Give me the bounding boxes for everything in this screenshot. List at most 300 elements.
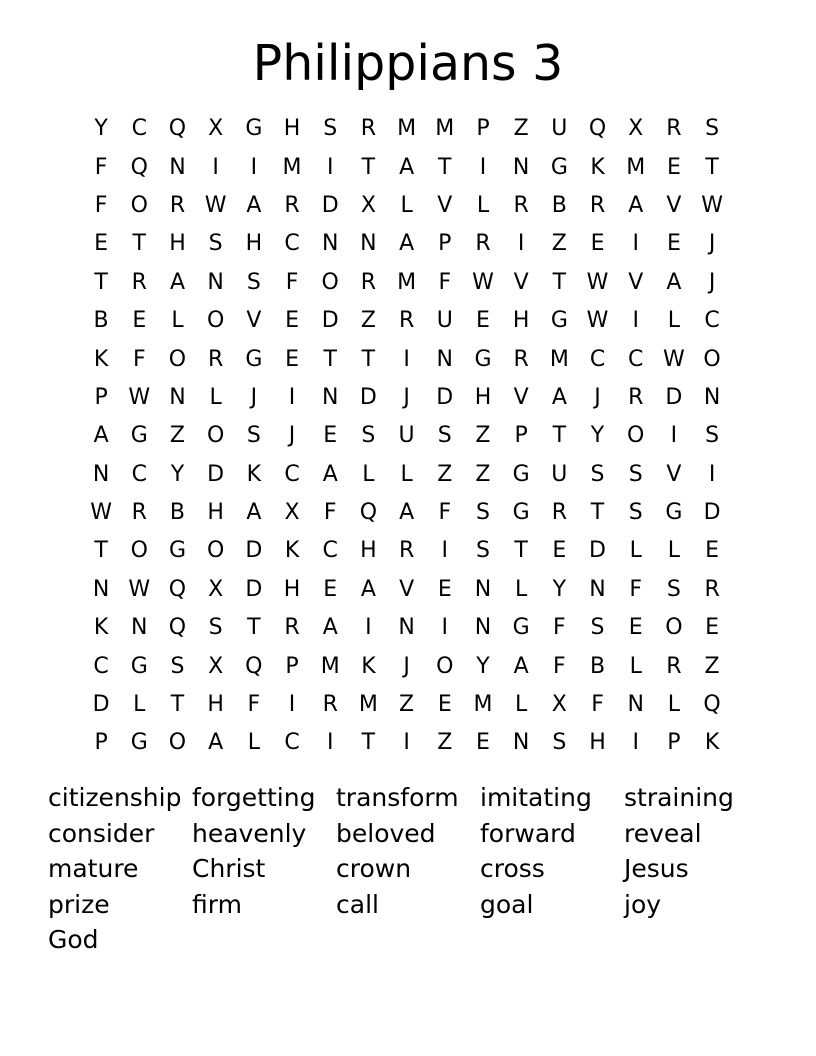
grid-letter: Z bbox=[437, 461, 453, 487]
grid-letter: N bbox=[627, 692, 644, 718]
grid-letter: J bbox=[403, 653, 410, 679]
grid-letter: X bbox=[208, 116, 224, 142]
grid-letter: N bbox=[321, 384, 339, 410]
grid-letter: H bbox=[169, 231, 186, 257]
grid-letter: E bbox=[666, 231, 681, 257]
grid-letter: K bbox=[704, 730, 720, 756]
grid-letter: T bbox=[438, 154, 452, 180]
grid-letter: G bbox=[550, 308, 568, 334]
grid-letter: R bbox=[131, 269, 147, 295]
grid-letter: H bbox=[360, 538, 377, 564]
grid-letter: H bbox=[245, 231, 263, 257]
grid-letter: C bbox=[131, 116, 147, 142]
grid-letter: S bbox=[705, 423, 720, 449]
grid-letter: T bbox=[514, 538, 528, 564]
grid-letter: N bbox=[207, 269, 224, 295]
grid-letter: O bbox=[206, 308, 225, 334]
grid-letter: A bbox=[551, 384, 567, 410]
grid-letter: V bbox=[513, 269, 529, 295]
grid-letter: A bbox=[666, 269, 682, 295]
grid-letter: E bbox=[437, 692, 452, 718]
grid-letter: H bbox=[283, 116, 301, 142]
grid-row bbox=[82, 571, 732, 609]
grid-letter: X bbox=[208, 576, 224, 602]
grid-letter: Y bbox=[94, 116, 108, 142]
grid-letter: B bbox=[169, 500, 186, 526]
word-list-item: cross bbox=[480, 854, 545, 884]
grid-letter: X bbox=[628, 116, 644, 142]
word-list-item: reveal bbox=[624, 818, 702, 848]
grid-letter: T bbox=[323, 346, 337, 372]
grid-letter: A bbox=[246, 500, 262, 526]
grid-letter: A bbox=[360, 576, 376, 602]
grid-letter: U bbox=[436, 308, 453, 334]
grid-letter: L bbox=[476, 192, 490, 218]
grid-letter: F bbox=[629, 576, 643, 602]
grid-letter: O bbox=[627, 423, 645, 449]
grid-letter: E bbox=[476, 308, 490, 334]
grid-letter: R bbox=[589, 192, 606, 218]
grid-letter: F bbox=[247, 692, 261, 718]
grid-letter: R bbox=[666, 116, 682, 142]
grid-letter: T bbox=[361, 346, 376, 372]
grid-letter: S bbox=[705, 116, 720, 142]
grid-letter: I bbox=[517, 231, 525, 257]
grid-letter: Z bbox=[513, 116, 529, 142]
grid-letter: T bbox=[94, 269, 108, 295]
grid-letter: F bbox=[132, 346, 146, 372]
grid-letter: I bbox=[250, 154, 258, 180]
grid-letter: R bbox=[284, 192, 300, 218]
grid-letter: D bbox=[359, 384, 377, 410]
grid-letter: B bbox=[93, 308, 109, 334]
grid-letter: S bbox=[552, 730, 567, 756]
grid-letter: R bbox=[704, 576, 720, 602]
grid-letter: T bbox=[132, 231, 146, 257]
grid-letter: O bbox=[206, 423, 225, 449]
grid-letter: S bbox=[361, 423, 376, 449]
grid-letter: C bbox=[93, 653, 109, 679]
grid-row bbox=[82, 532, 732, 570]
grid-letter: G bbox=[512, 461, 530, 487]
grid-letter: R bbox=[360, 269, 377, 295]
grid-letter: K bbox=[590, 154, 605, 180]
grid-letter: S bbox=[628, 461, 643, 487]
grid-letter: L bbox=[133, 692, 146, 718]
grid-letter: F bbox=[553, 615, 566, 641]
grid-letter: R bbox=[169, 192, 186, 218]
grid-letter: R bbox=[208, 346, 224, 372]
grid-letter: O bbox=[206, 538, 225, 564]
grid-letter: C bbox=[284, 231, 300, 257]
grid-letter: N bbox=[92, 461, 110, 487]
word-list-item: firm bbox=[192, 889, 242, 919]
grid-letter: Q bbox=[130, 154, 148, 180]
grid-letter: R bbox=[628, 384, 644, 410]
grid-letter: E bbox=[94, 231, 109, 257]
grid-letter: S bbox=[246, 423, 261, 449]
grid-letter: E bbox=[705, 615, 720, 641]
grid-letter: J bbox=[288, 423, 296, 449]
grid-letter: L bbox=[400, 461, 413, 487]
grid-letter: A bbox=[628, 192, 644, 218]
grid-letter: N bbox=[92, 576, 110, 602]
grid-letter: L bbox=[515, 692, 528, 718]
grid-letter: P bbox=[285, 653, 299, 679]
grid-letter: H bbox=[589, 730, 606, 756]
grid-letter: D bbox=[321, 192, 339, 218]
grid-letter: N bbox=[131, 615, 148, 641]
word-list-item: consider bbox=[48, 818, 155, 848]
grid-letter: R bbox=[513, 192, 529, 218]
grid-letter: N bbox=[474, 615, 492, 641]
grid-letter: B bbox=[589, 653, 606, 679]
grid-letter: Y bbox=[590, 423, 605, 449]
word-list-item: joy bbox=[624, 889, 662, 919]
grid-letter: Z bbox=[475, 461, 491, 487]
grid-letter: Y bbox=[552, 576, 567, 602]
grid-letter: W bbox=[586, 308, 609, 334]
grid-letter: L bbox=[667, 538, 681, 564]
grid-letter: J bbox=[708, 269, 716, 295]
grid-letter: R bbox=[131, 500, 147, 526]
grid-letter: Q bbox=[168, 116, 187, 142]
grid-letter: O bbox=[130, 538, 148, 564]
grid-letter: T bbox=[705, 154, 719, 180]
grid-letter: D bbox=[92, 692, 110, 718]
grid-letter: A bbox=[399, 154, 415, 180]
grid-letter: O bbox=[168, 730, 187, 756]
word-list-item: Christ bbox=[192, 854, 266, 884]
grid-letter: D bbox=[245, 576, 263, 602]
word-list-item: citizenship bbox=[48, 783, 182, 812]
grid-letter: Y bbox=[170, 461, 185, 487]
grid-letter: G bbox=[130, 730, 148, 756]
grid-letter: N bbox=[321, 231, 339, 257]
word-list-item: God bbox=[48, 925, 99, 955]
grid-letter: R bbox=[475, 231, 491, 257]
grid-letter: P bbox=[94, 384, 108, 410]
grid-letter: M bbox=[549, 346, 569, 372]
grid-letter: S bbox=[666, 576, 681, 602]
grid-letter: X bbox=[551, 692, 567, 718]
word-list-item: beloved bbox=[336, 818, 436, 848]
grid-letter: O bbox=[130, 192, 148, 218]
word-list-item: imitating bbox=[480, 783, 592, 812]
grid-letter: I bbox=[326, 154, 334, 180]
grid-letter: L bbox=[400, 192, 413, 218]
grid-letter: U bbox=[398, 423, 415, 449]
grid-letter: H bbox=[207, 500, 224, 526]
grid-letter: S bbox=[475, 500, 490, 526]
grid-letter: O bbox=[436, 653, 454, 679]
grid-letter: S bbox=[628, 500, 643, 526]
grid-letter: E bbox=[666, 154, 681, 180]
grid-letter: F bbox=[591, 692, 604, 718]
grid-letter: W bbox=[586, 269, 609, 295]
grid-letter: I bbox=[632, 308, 639, 334]
grid-letter: A bbox=[322, 461, 338, 487]
word-list-item: forgetting bbox=[192, 783, 316, 812]
grid-letter: Z bbox=[704, 653, 720, 679]
grid-letter: G bbox=[550, 154, 568, 180]
grid-row bbox=[82, 264, 732, 302]
grid-letter: A bbox=[93, 423, 109, 449]
grid-letter: X bbox=[208, 653, 224, 679]
grid-letter: G bbox=[512, 500, 530, 526]
grid-row bbox=[82, 647, 732, 685]
grid-letter: G bbox=[474, 346, 492, 372]
word-list-item: mature bbox=[48, 854, 139, 884]
grid-letter: X bbox=[360, 192, 376, 218]
grid-letter: A bbox=[246, 192, 262, 218]
grid-letter: E bbox=[285, 308, 299, 334]
grid-letter: W bbox=[472, 269, 494, 295]
grid-letter: N bbox=[398, 615, 415, 641]
grid-letter: C bbox=[131, 461, 147, 487]
grid-letter: D bbox=[703, 500, 721, 526]
grid-letter: M bbox=[397, 269, 417, 295]
grid-letter: D bbox=[207, 461, 225, 487]
grid-letter: P bbox=[514, 423, 528, 449]
grid-letter: P bbox=[94, 730, 108, 756]
grid-letter: W bbox=[701, 192, 723, 218]
grid-letter: A bbox=[208, 730, 224, 756]
grid-letter: M bbox=[626, 154, 646, 180]
grid-letter: O bbox=[703, 346, 721, 372]
grid-letter: I bbox=[403, 346, 410, 372]
grid-letter: C bbox=[284, 730, 300, 756]
grid-letter: I bbox=[326, 730, 334, 756]
grid-letter: F bbox=[323, 500, 337, 526]
grid-letter: E bbox=[323, 423, 338, 449]
grid-letter: D bbox=[436, 384, 454, 410]
grid-row bbox=[82, 379, 732, 417]
grid-letter: O bbox=[321, 269, 339, 295]
grid-letter: S bbox=[437, 423, 452, 449]
grid-letter: L bbox=[247, 730, 260, 756]
grid-letter: W bbox=[663, 346, 685, 372]
grid-letter: I bbox=[365, 615, 372, 641]
grid-row bbox=[82, 302, 732, 340]
grid-letter: N bbox=[589, 576, 606, 602]
grid-letter: F bbox=[285, 269, 299, 295]
grid-letter: M bbox=[358, 692, 378, 718]
grid-letter: F bbox=[94, 192, 108, 218]
grid-letter: K bbox=[361, 653, 376, 679]
grid-letter: T bbox=[94, 538, 108, 564]
grid-letter: S bbox=[170, 653, 185, 679]
grid-letter: I bbox=[632, 231, 639, 257]
grid-letter: W bbox=[90, 500, 112, 526]
grid-letter: X bbox=[284, 500, 300, 526]
grid-letter: W bbox=[204, 192, 227, 218]
grid-letter: T bbox=[590, 500, 605, 526]
grid-letter: N bbox=[512, 154, 530, 180]
grid-letter: D bbox=[589, 538, 606, 564]
grid-letter: T bbox=[552, 423, 567, 449]
grid-letter: M bbox=[435, 116, 455, 142]
grid-letter: J bbox=[594, 384, 601, 410]
grid-letter: K bbox=[284, 538, 300, 564]
grid-letter: E bbox=[590, 231, 605, 257]
grid-letter: N bbox=[474, 576, 492, 602]
grid-row bbox=[82, 110, 732, 148]
grid-letter: W bbox=[128, 384, 151, 410]
grid-letter: G bbox=[130, 653, 148, 679]
grid-letter: R bbox=[284, 615, 300, 641]
grid-letter: I bbox=[288, 692, 296, 718]
grid-letter: C bbox=[628, 346, 644, 372]
grid-letter: R bbox=[360, 116, 377, 142]
grid-letter: R bbox=[322, 692, 338, 718]
grid-letter: A bbox=[399, 500, 415, 526]
grid-letter: G bbox=[512, 615, 530, 641]
page-title: Philippians 3 bbox=[252, 35, 564, 92]
grid-letter: I bbox=[288, 384, 296, 410]
grid-letter: R bbox=[513, 346, 529, 372]
grid-letter: N bbox=[512, 730, 530, 756]
grid-letter: V bbox=[628, 269, 644, 295]
grid-letter: C bbox=[589, 346, 606, 372]
grid-letter: S bbox=[590, 461, 605, 487]
grid-letter: J bbox=[403, 384, 410, 410]
grid-letter: N bbox=[169, 384, 186, 410]
grid-letter: K bbox=[246, 461, 262, 487]
word-list bbox=[48, 780, 768, 958]
grid-letter: E bbox=[705, 538, 720, 564]
word-list-item: straining bbox=[624, 783, 734, 812]
grid-letter: J bbox=[250, 384, 258, 410]
grid-letter: F bbox=[438, 500, 452, 526]
grid-letter: P bbox=[438, 231, 452, 257]
grid-letter: H bbox=[512, 308, 530, 334]
grid-letter: T bbox=[361, 154, 376, 180]
grid-letter: S bbox=[208, 231, 223, 257]
grid-letter: Z bbox=[169, 423, 185, 449]
word-list-item: prize bbox=[48, 889, 110, 919]
grid-letter: V bbox=[399, 576, 415, 602]
grid-letter: A bbox=[399, 231, 415, 257]
grid-letter: Q bbox=[168, 615, 187, 641]
grid-letter: I bbox=[479, 154, 487, 180]
grid-letter: R bbox=[398, 538, 415, 564]
grid-row bbox=[82, 456, 732, 494]
grid-letter: V bbox=[513, 384, 529, 410]
grid-letter: S bbox=[475, 538, 490, 564]
grid-letter: I bbox=[441, 538, 449, 564]
grid-letter: F bbox=[553, 653, 566, 679]
grid-letter: M bbox=[397, 116, 417, 142]
grid-letter: A bbox=[169, 269, 185, 295]
word-list-item: heavenly bbox=[192, 818, 307, 848]
grid-letter: D bbox=[321, 308, 339, 334]
grid-letter: H bbox=[474, 384, 492, 410]
grid-letter: J bbox=[708, 231, 716, 257]
grid-letter: W bbox=[128, 576, 151, 602]
grid-letter: G bbox=[245, 116, 263, 142]
grid-letter: Q bbox=[588, 116, 607, 142]
grid-letter: T bbox=[552, 269, 567, 295]
grid-letter: E bbox=[628, 615, 643, 641]
word-list-item: call bbox=[336, 889, 379, 919]
grid-letter: L bbox=[515, 576, 528, 602]
grid-letter: O bbox=[665, 615, 683, 641]
grid-row bbox=[82, 724, 732, 762]
grid-letter: Y bbox=[476, 653, 490, 679]
grid-letter: E bbox=[285, 346, 299, 372]
grid-letter: M bbox=[282, 154, 302, 180]
grid-letter: I bbox=[403, 730, 410, 756]
grid-letter: S bbox=[208, 615, 223, 641]
grid-letter: Q bbox=[168, 576, 187, 602]
grid-letter: R bbox=[551, 500, 567, 526]
word-list-item: forward bbox=[480, 818, 576, 848]
grid-letter: A bbox=[513, 653, 529, 679]
grid-letter: Z bbox=[475, 423, 491, 449]
grid-letter: L bbox=[667, 308, 681, 334]
grid-row bbox=[82, 417, 732, 455]
grid-letter: L bbox=[667, 692, 681, 718]
grid-letter: O bbox=[168, 346, 187, 372]
grid-letter: E bbox=[552, 538, 567, 564]
grid-letter: F bbox=[438, 269, 452, 295]
grid-letter: G bbox=[130, 423, 148, 449]
grid-row bbox=[82, 148, 732, 186]
word-list-item: goal bbox=[480, 889, 534, 919]
grid-letter: S bbox=[590, 615, 605, 641]
grid-letter: R bbox=[666, 653, 682, 679]
grid-letter: Z bbox=[360, 308, 376, 334]
grid-letter: Q bbox=[703, 692, 721, 718]
grid-letter: S bbox=[246, 269, 261, 295]
grid-letter: V bbox=[246, 308, 262, 334]
grid-letter: F bbox=[94, 154, 108, 180]
grid-letter: D bbox=[245, 538, 263, 564]
grid-letter: Q bbox=[245, 653, 263, 679]
grid-letter: C bbox=[284, 461, 300, 487]
word-list-item: Jesus bbox=[624, 854, 689, 884]
word-list-item: transform bbox=[336, 783, 459, 812]
grid-letter: R bbox=[398, 308, 415, 334]
grid-letter: V bbox=[437, 192, 453, 218]
grid-letter: I bbox=[708, 461, 716, 487]
grid-letter: E bbox=[323, 576, 338, 602]
grid-letter: H bbox=[207, 692, 224, 718]
grid-letter: P bbox=[667, 730, 681, 756]
grid-letter: L bbox=[209, 384, 222, 410]
grid-letter: I bbox=[212, 154, 219, 180]
grid-letter: T bbox=[170, 692, 185, 718]
grid-letter: B bbox=[551, 192, 567, 218]
grid-letter: A bbox=[322, 615, 338, 641]
letter-grid bbox=[82, 110, 732, 763]
grid-letter: G bbox=[665, 500, 683, 526]
grid-letter: E bbox=[132, 308, 147, 334]
grid-row bbox=[82, 494, 732, 532]
grid-letter: N bbox=[703, 384, 721, 410]
grid-letter: Z bbox=[399, 692, 415, 718]
grid-letter: H bbox=[283, 576, 301, 602]
grid-letter: V bbox=[666, 461, 682, 487]
grid-letter: U bbox=[551, 116, 568, 142]
grid-letter: L bbox=[362, 461, 375, 487]
grid-letter: I bbox=[632, 730, 639, 756]
grid-row bbox=[82, 225, 732, 263]
grid-letter: P bbox=[476, 116, 490, 142]
grid-row bbox=[82, 686, 732, 724]
grid-letter: U bbox=[551, 461, 568, 487]
